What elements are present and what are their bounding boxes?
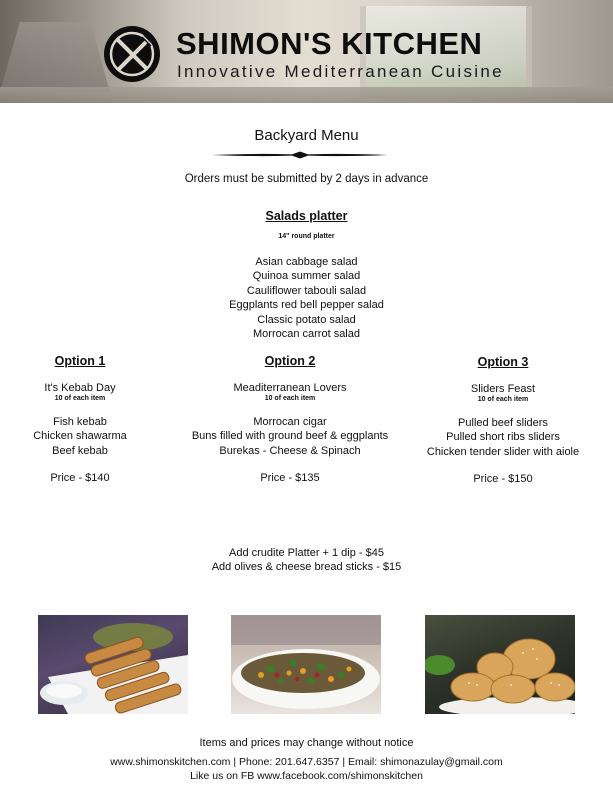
facebook-line: Like us on FB www.facebook.com/shimonskitchen [190, 770, 423, 782]
option-name: Sliders Feast [470, 383, 536, 395]
header-banner [0, 0, 613, 103]
option-quantity: 10 of each item [54, 395, 106, 402]
list-item: Classic potato salad [257, 313, 356, 326]
option-name: It's Kebab Day [44, 382, 116, 394]
quinoa-salad-photo [231, 615, 381, 714]
option-items [20, 415, 140, 458]
list-item: Burekas - Cheese & Spinach [219, 444, 361, 457]
list-item: Quinoa summer salad [252, 270, 361, 283]
kebab-rolls-photo [38, 615, 188, 714]
option-quantity: 10 of each item [477, 396, 529, 403]
list-item: Beef kebab [52, 444, 108, 457]
fork-knife-plate-icon [102, 24, 162, 84]
order-notice: Orders must be submitted by 2 days in advance [184, 173, 429, 185]
addons [0, 546, 613, 575]
salads-heading: Salads platter [265, 209, 348, 223]
bread-buns-photo [425, 615, 575, 714]
option-items [418, 416, 588, 459]
option-3-column [418, 355, 588, 485]
option-heading: Option 3 [477, 355, 529, 369]
list-item: Morrocan cigar [253, 416, 327, 428]
list-item: Chicken tender slider with aiole [426, 445, 580, 458]
option-price: Price - $140 [50, 472, 110, 485]
option-1-column [20, 354, 140, 484]
option-2-column [180, 354, 400, 484]
divider-flourish [212, 150, 388, 160]
addon-item: Add olives & cheese bread sticks - $15 [211, 561, 402, 574]
brand-name: SHIMON'S KITCHEN [176, 26, 483, 61]
option-price: Price - $150 [473, 473, 533, 486]
list-item: Chicken shawarma [33, 430, 127, 443]
salads-list [0, 255, 613, 341]
option-quantity: 10 of each item [264, 395, 316, 402]
counter-backdrop [0, 87, 613, 103]
list-item: Eggplants red bell pepper salad [229, 299, 384, 312]
option-heading: Option 2 [264, 354, 316, 368]
list-item: Fish kebab [53, 416, 107, 428]
list-item: Asian cabbage salad [255, 256, 358, 268]
menu-title: Backyard Menu [254, 127, 359, 144]
option-items [180, 415, 400, 458]
option-name: Meaditerranean Lovers [233, 382, 347, 394]
list-item: Buns filled with ground beef & eggplants [191, 430, 389, 443]
option-heading: Option 1 [54, 354, 106, 368]
range-hood-backdrop [0, 22, 110, 92]
list-item: Pulled beef sliders [458, 417, 548, 429]
contact-line: www.shimonskitchen.com | Phone: 201.647.6357 | Email: shimonazulay@gmail.com [110, 756, 503, 768]
list-item: Morrocan carrot salad [253, 328, 360, 341]
brand-tagline: Innovative Mediterranean Cuisine [177, 62, 504, 81]
list-item: Pulled short ribs sliders [446, 431, 560, 444]
list-item: Cauliflower tabouli salad [246, 284, 367, 297]
price-change-notice: Items and prices may change without notice [199, 737, 414, 749]
salads-subheading: 14" round platter [278, 233, 335, 240]
addon-item: Add crudite Platter + 1 dip - $45 [228, 547, 384, 559]
option-price: Price - $135 [260, 472, 320, 485]
